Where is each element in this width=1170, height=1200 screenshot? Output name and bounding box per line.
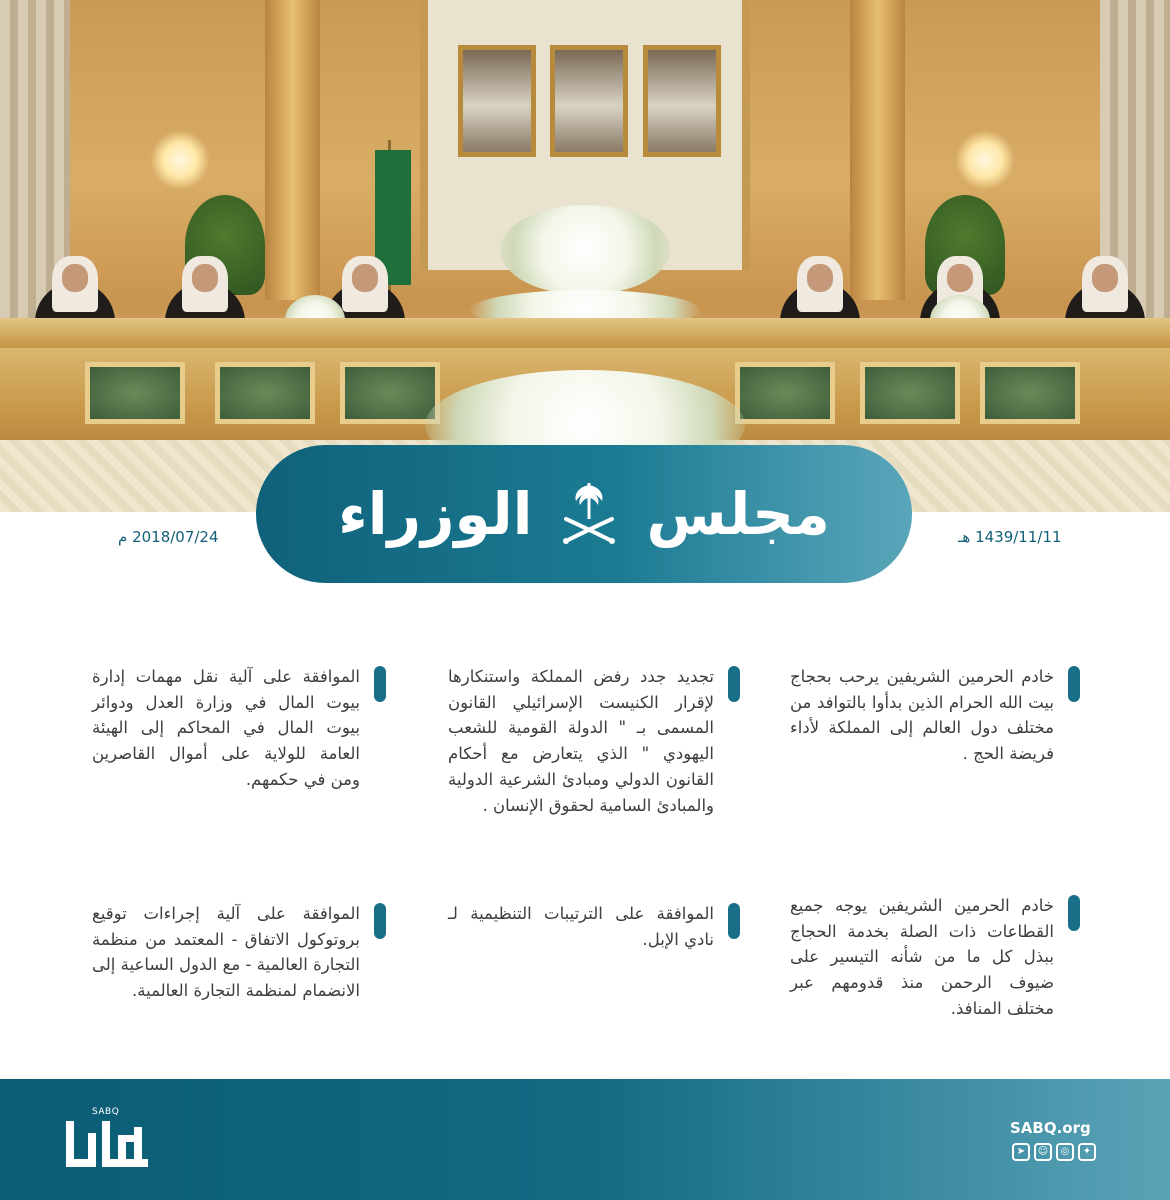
- telegram-icon[interactable]: ➤: [1012, 1143, 1030, 1161]
- item-marker: [374, 903, 386, 939]
- item-marker: [374, 666, 386, 702]
- decision-item: [448, 901, 714, 952]
- decision-text: خادم الحرمين الشريفين يوجه جميع القطاعات ذات الصلة بخدمة الحجاج ببذل كل ما من شأنه التيسير على ضيوف الرحمن منذ قدومهم عبر مختلف المنافذ.: [790, 896, 1054, 1018]
- decision-item: [92, 901, 360, 1004]
- decision-text: الموافقة على الترتيبات التنظيمية لـ نادي الإبل.: [448, 904, 714, 949]
- instagram-icon[interactable]: ◎: [1056, 1143, 1074, 1161]
- table-inlay: [980, 362, 1080, 424]
- item-marker: [1068, 666, 1080, 702]
- item-marker: [728, 903, 740, 939]
- wall-lamp: [955, 130, 1015, 190]
- date-gregorian: 2018/07/24 م: [118, 528, 219, 546]
- item-marker: [728, 666, 740, 702]
- decision-text: الموافقة على آلية نقل مهمات إدارة بيوت المال في وزارة العدل ودوائر بيوت المال في المحاكم إلى الهيئة العامة للولاية على أموال القاصرين ومن في حكمهم.: [92, 667, 360, 789]
- cabinet-meeting-photo: [0, 0, 1170, 512]
- site-url[interactable]: SABQ.org: [1010, 1119, 1091, 1137]
- portrait: [643, 45, 721, 157]
- decision-text: الموافقة على آلية إجراءات توقيع بروتوكول الاتفاق - المعتمد من منظمة التجارة العالمية - مع الدول الساعية إلى الانضمام لمنظمة التجارة العالمية.: [92, 904, 360, 1001]
- decision-text: تجديد جدد رفض المملكة واستنكارها لإقرار الكنيست الإسرائيلي القانون المسمى بـ " الدولة القومية للشعب اليهودي " الذي يتعارض مع أحكام القانون الدولي ومبادئ الشرعية الدولية والمبادئ السامية لحقوق الإنسان .: [448, 667, 714, 815]
- table-inlay: [340, 362, 440, 424]
- social-links: [1012, 1143, 1096, 1161]
- table-top: [0, 318, 1170, 348]
- decision-item: [448, 664, 714, 818]
- table-inlay: [85, 362, 185, 424]
- logo-tag: SABQ: [92, 1107, 120, 1117]
- snapchat-icon[interactable]: ☺: [1034, 1143, 1052, 1161]
- table-inlay: [735, 362, 835, 424]
- portrait: [550, 45, 628, 157]
- title-word-majlis: مجلس: [646, 480, 830, 548]
- title-word-wuzara: الوزراء: [338, 480, 533, 548]
- sabq-logo[interactable]: [62, 1107, 154, 1173]
- decision-text: خادم الحرمين الشريفين يرحب بحجاج بيت الله الحرام الذين بدأوا بالتوافد من مختلف دول العالم إلى المملكة لأداء فريضة الحج .: [790, 667, 1054, 764]
- table-inlay: [860, 362, 960, 424]
- decision-item: [790, 893, 1054, 1022]
- footer: [0, 1079, 1170, 1200]
- table-inlay: [215, 362, 315, 424]
- twitter-icon[interactable]: ✦: [1078, 1143, 1096, 1161]
- gold-pillar: [265, 0, 320, 300]
- title-banner: [256, 445, 912, 583]
- item-marker: [1068, 895, 1080, 931]
- decision-item: [92, 664, 360, 793]
- portrait: [458, 45, 536, 157]
- decision-item: [790, 664, 1054, 767]
- saudi-emblem-icon: [558, 479, 620, 549]
- wall-lamp: [150, 130, 210, 190]
- date-hijri: 1439/11/11 هـ: [958, 528, 1062, 546]
- flower-arrangement: [500, 205, 670, 295]
